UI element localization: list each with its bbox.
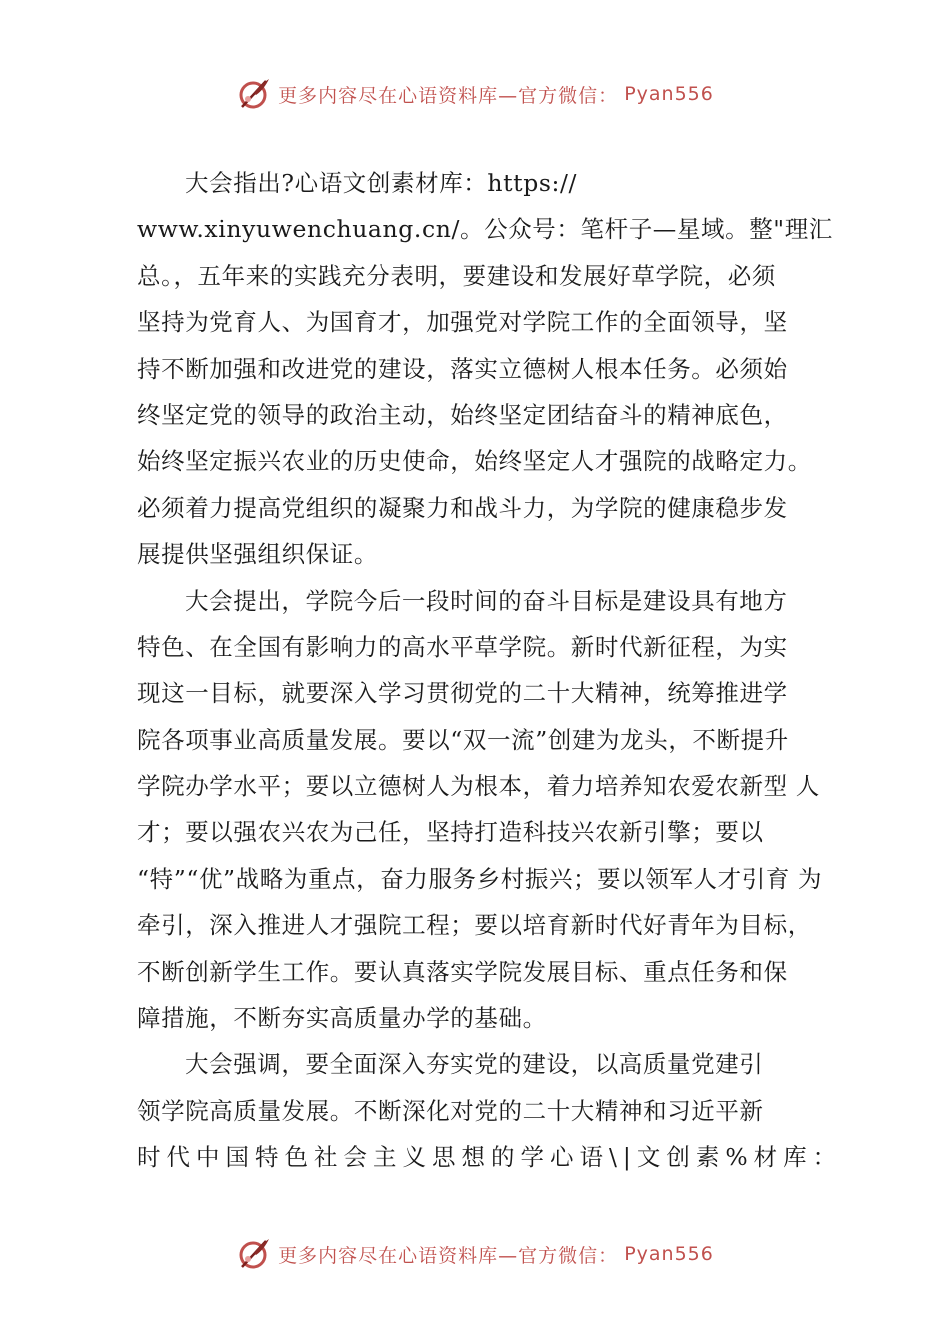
text-line: 时代中国特色社会主义思想的学心语\|文创素%材库： <box>137 1143 843 1172</box>
quill-circle-logo-icon <box>236 1237 272 1271</box>
banner-wechat-id: Pyan556 <box>624 83 714 105</box>
text-line: 大会指出?心语文创素材库：https:// <box>185 169 578 197</box>
footer-watermark <box>0 1234 950 1274</box>
text-line: 现这一目标，就要深入学习贯彻党的二十大精神，统筹推进学 <box>137 679 788 708</box>
text-line: 牵引，深入推进人才强院工程；要以培育新时代好青年为目标， <box>137 911 812 940</box>
text-line: 才；要以强农兴农为己任，坚持打造科技兴农新引擎；要以 <box>137 818 764 847</box>
text-line: 大会提出，学院今后一段时间的奋斗目标是建设具有地方 <box>185 586 788 615</box>
text-line: 总。，五年来的实践充分表明，要建设和发展好草学院，必须 <box>137 261 776 290</box>
text-line: 院各项事业高质量发展。要以“双一流”创建为龙头，不断提升 <box>137 725 789 754</box>
banner-wechat-label: 官方微信： <box>518 84 619 107</box>
quill-circle-logo-icon <box>236 77 272 111</box>
banner-text: 更多内容尽在心语资料库— <box>278 1244 519 1267</box>
text-line: 学院办学水平；要以立德树人为根本，着力培养知农爱农新型 人 <box>137 772 820 801</box>
text-line: 领学院高质量发展。不断深化对党的二十大精神和习近平新 <box>137 1096 764 1125</box>
text-line: 坚持为党育人、为国育才，加强党对学院工作的全面领导，坚 <box>137 308 788 337</box>
text-line: 终坚定党的领导的政治主动，始终坚定团结奋斗的精神底色， <box>137 400 788 429</box>
text-line: 展提供坚强组织保证。 <box>137 540 378 569</box>
header-watermark <box>0 74 950 114</box>
text-line: 特色、在全国有影响力的高水平草学院。新时代新征程，为实 <box>137 632 788 661</box>
banner-text: 更多内容尽在心语资料库— <box>278 84 519 107</box>
text-line: 大会强调，要全面深入夯实党的建设，以高质量党建引 <box>185 1050 764 1079</box>
text-line: www.xinyuwenchuang.cn/。公众号：笔杆子—星域。整"理汇 <box>137 215 833 244</box>
text-line: 障措施，不断夯实高质量办学的基础。 <box>137 1004 547 1033</box>
document-body <box>137 160 843 1181</box>
text-line: 必须着力提高党组织的凝聚力和战斗力，为学院的健康稳步发 <box>137 493 788 522</box>
text-line: 持不断加强和改进党的建设，落实立德树人根本任务。必须始 <box>137 354 788 383</box>
text-line: 始终坚定振兴农业的历史使命，始终坚定人才强院的战略定力。 <box>137 447 812 476</box>
text-line: “特”“优”战略为重点，奋力服务乡村振兴；要以领军人才引育 为 <box>137 864 823 893</box>
banner-wechat-label: 官方微信： <box>518 1244 619 1267</box>
text-line: 不断创新学生工作。要认真落实学院发展目标、重点任务和保 <box>137 957 788 986</box>
banner-wechat-id: Pyan556 <box>624 1243 714 1265</box>
